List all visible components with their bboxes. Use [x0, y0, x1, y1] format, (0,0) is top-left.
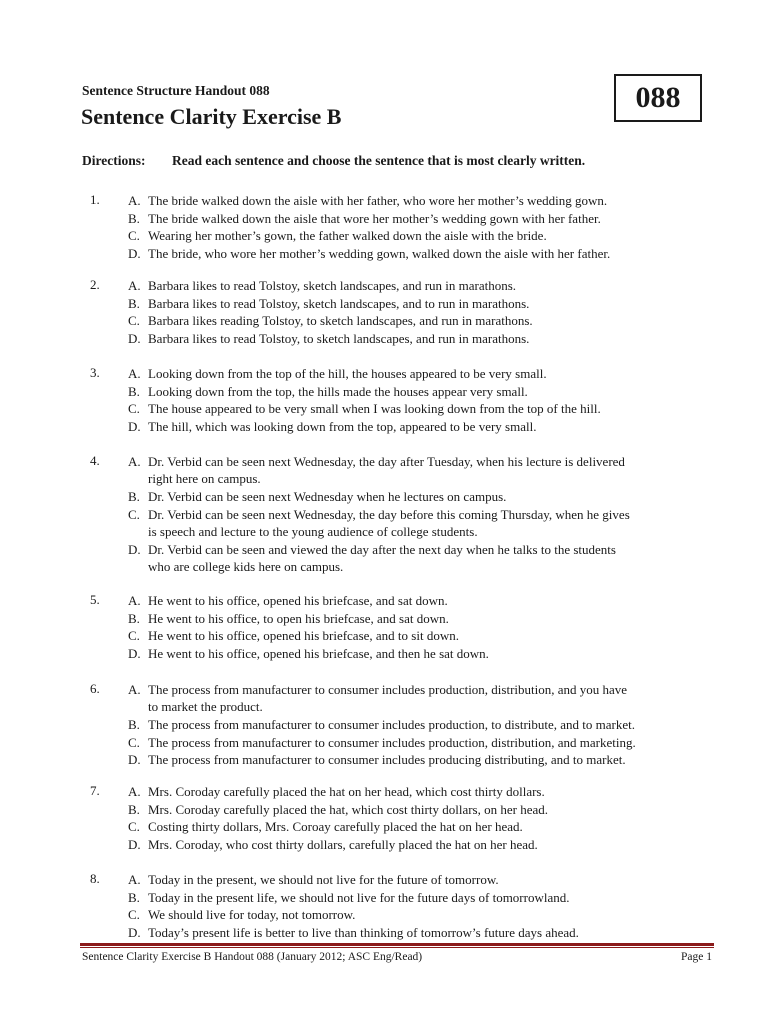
- option-text: Looking down from the top, the hills made the houses appear very small.: [148, 383, 528, 399]
- answer-option[interactable]: [128, 645, 708, 662]
- option-letter: C.: [128, 628, 140, 643]
- answer-option[interactable]: [128, 610, 708, 627]
- option-letter: D.: [128, 752, 141, 767]
- option-letter: D.: [128, 245, 141, 261]
- option-text: Dr. Verbid can be seen next Wednesday when he lectures on campus.: [148, 489, 507, 504]
- answer-option[interactable]: [128, 453, 708, 487]
- answer-option[interactable]: [128, 506, 708, 540]
- answer-option[interactable]: [128, 488, 708, 505]
- answer-option[interactable]: [128, 889, 708, 906]
- answer-option[interactable]: [128, 783, 708, 800]
- answer-option[interactable]: [128, 836, 708, 853]
- option-text: He went to his office, opened his briefcase, and sat down.: [148, 593, 448, 608]
- answer-option[interactable]: [128, 751, 708, 768]
- answer-option[interactable]: [128, 418, 708, 435]
- option-letter: C.: [128, 506, 140, 522]
- answer-option[interactable]: [128, 906, 708, 923]
- answer-option[interactable]: [128, 210, 708, 227]
- option-letter: B.: [128, 383, 140, 399]
- option-letter: C.: [128, 401, 140, 416]
- answer-option[interactable]: [128, 871, 708, 888]
- answer-option[interactable]: [128, 734, 708, 751]
- question-number: 3.: [90, 365, 100, 380]
- footer-rule-thin: [80, 947, 714, 948]
- option-letter: A.: [128, 193, 141, 208]
- answer-option[interactable]: [128, 400, 708, 417]
- option-letter: B.: [128, 295, 140, 311]
- answer-option[interactable]: [128, 818, 708, 835]
- option-text: The hill, which was looking down from the top, appeared to be very small.: [148, 418, 537, 434]
- option-letter: A.: [128, 872, 141, 887]
- option-letter: D.: [128, 836, 141, 852]
- question-number: 5.: [90, 592, 100, 607]
- option-text: Dr. Verbid can be seen next Wednesday, the day before this coming Thursday, when he gives: [148, 506, 630, 522]
- footer-rule-thick: [80, 943, 714, 946]
- option-text: Looking down from the top of the hill, the houses appeared to be very small.: [148, 366, 547, 381]
- option-text: He went to his office, opened his briefcase, and to sit down.: [148, 628, 459, 643]
- option-letter: D.: [128, 645, 141, 661]
- answer-option[interactable]: [128, 245, 708, 262]
- option-letter: C.: [128, 907, 140, 922]
- option-letter: D.: [128, 418, 141, 434]
- answer-option[interactable]: [128, 365, 708, 382]
- question-number: 1.: [90, 192, 100, 207]
- option-letter: A.: [128, 784, 141, 799]
- answer-option[interactable]: [128, 227, 708, 244]
- option-letter: D.: [128, 924, 141, 940]
- option-letter: A.: [128, 682, 141, 697]
- answer-option[interactable]: [128, 627, 708, 644]
- answer-option[interactable]: [128, 192, 708, 209]
- option-text: The process from manufacturer to consumer includes production, to distribute, and to market.: [148, 717, 635, 732]
- handout-label: Sentence Structure Handout 088: [82, 83, 270, 98]
- option-text: He went to his office, opened his briefcase, and then he sat down.: [148, 645, 489, 661]
- option-text: is speech and lecture to the young audience of college students.: [148, 523, 478, 539]
- option-text: Today in the present, we should not live for the future of tomorrow.: [148, 872, 499, 887]
- option-letter: A.: [128, 278, 141, 293]
- option-letter: B.: [128, 610, 140, 626]
- answer-option[interactable]: [128, 681, 708, 715]
- option-text: right here on campus.: [148, 471, 261, 486]
- option-text: Costing thirty dollars, Mrs. Coroay carefully placed the hat on her head.: [148, 819, 523, 834]
- option-letter: C.: [128, 734, 140, 750]
- option-letter: C.: [128, 228, 140, 243]
- answer-option[interactable]: [128, 801, 708, 818]
- page-number: Page 1: [681, 951, 712, 963]
- answer-option[interactable]: [128, 277, 708, 294]
- question-number: 6.: [90, 681, 100, 696]
- question-number: 7.: [90, 783, 100, 798]
- option-text: to market the product.: [148, 699, 263, 714]
- option-text: Barbara likes to read Tolstoy, to sketch landscapes, and run in marathons.: [148, 330, 530, 346]
- option-text: The bride walked down the aisle that wore her mother’s wedding gown with her father.: [148, 210, 601, 226]
- option-text: Dr. Verbid can be seen next Wednesday, the day after Tuesday, when his lecture is delivered: [148, 454, 625, 469]
- option-letter: D.: [128, 330, 141, 346]
- option-letter: B.: [128, 210, 140, 226]
- answer-option[interactable]: [128, 330, 708, 347]
- option-text: Today in the present life, we should not live for the future days of tomorrowland.: [148, 889, 570, 905]
- option-text: The process from manufacturer to consumer includes production, distribution, and you have: [148, 682, 628, 697]
- answer-option[interactable]: [128, 312, 708, 329]
- option-letter: A.: [128, 454, 141, 469]
- option-letter: B.: [128, 801, 140, 817]
- option-text: Mrs. Coroday carefully placed the hat on her head, which cost thirty dollars.: [148, 784, 545, 799]
- option-text: The process from manufacturer to consumer includes producing distributing, and to market.: [148, 752, 626, 767]
- option-text: Mrs. Coroday, who cost thirty dollars, carefully placed the hat on her head.: [148, 836, 538, 852]
- handout-number-box: 088: [614, 74, 702, 122]
- page-title: Sentence Clarity Exercise B: [81, 104, 342, 129]
- option-text: who are college kids here on campus.: [148, 558, 344, 574]
- option-text: Barbara likes to read Tolstoy, sketch landscapes, and run in marathons.: [148, 278, 517, 293]
- option-text: Barbara likes reading Tolstoy, to sketch landscapes, and run in marathons.: [148, 313, 533, 328]
- option-letter: B.: [128, 717, 140, 732]
- option-text: The process from manufacturer to consumer includes production, distribution, and marketing.: [148, 734, 636, 750]
- option-text: The bride, who wore her mother’s wedding gown, walked down the aisle with her father.: [148, 245, 611, 261]
- option-letter: A.: [128, 593, 141, 608]
- answer-option[interactable]: [128, 541, 708, 575]
- directions: [82, 153, 586, 169]
- option-letter: B.: [128, 489, 140, 504]
- option-letter: A.: [128, 366, 141, 381]
- option-letter: C.: [128, 313, 140, 328]
- option-text: Wearing her mother’s gown, the father walked down the aisle with the bride.: [148, 228, 547, 243]
- option-text: The bride walked down the aisle with her father, who wore her mother’s wedding gown.: [148, 193, 608, 208]
- answer-option[interactable]: [128, 295, 708, 312]
- option-text: Today’s present life is better to live than thinking of tomorrow’s future days ahead.: [148, 924, 579, 940]
- option-letter: C.: [128, 819, 140, 834]
- option-text: The house appeared to be very small when I was looking down from the top of the hill.: [148, 401, 601, 416]
- directions-text: Read each sentence and choose the sentence that is most clearly written.: [172, 153, 586, 168]
- answer-option[interactable]: [128, 924, 708, 941]
- option-text: We should live for today, not tomorrow.: [148, 907, 356, 922]
- answer-option[interactable]: [128, 592, 708, 609]
- option-text: Mrs. Coroday carefully placed the hat, which cost thirty dollars, on her head.: [148, 801, 548, 817]
- option-letter: D.: [128, 541, 141, 557]
- question-number: 4.: [90, 453, 100, 468]
- answer-option[interactable]: [128, 716, 708, 733]
- option-text: Barbara likes to read Tolstoy, sketch landscapes, and to run in marathons.: [148, 295, 530, 311]
- option-letter: B.: [128, 889, 140, 905]
- question-number: 8.: [90, 871, 100, 886]
- question-number: 2.: [90, 277, 100, 292]
- option-text: Dr. Verbid can be seen and viewed the day after the next day when he talks to the students: [148, 541, 616, 557]
- directions-label: Directions:: [82, 153, 146, 168]
- answer-option[interactable]: [128, 383, 708, 400]
- option-text: He went to his office, to open his briefcase, and sat down.: [148, 610, 449, 626]
- footer-citation: Sentence Clarity Exercise B Handout 088 (January 2012; ASC Eng/Read): [82, 951, 423, 963]
